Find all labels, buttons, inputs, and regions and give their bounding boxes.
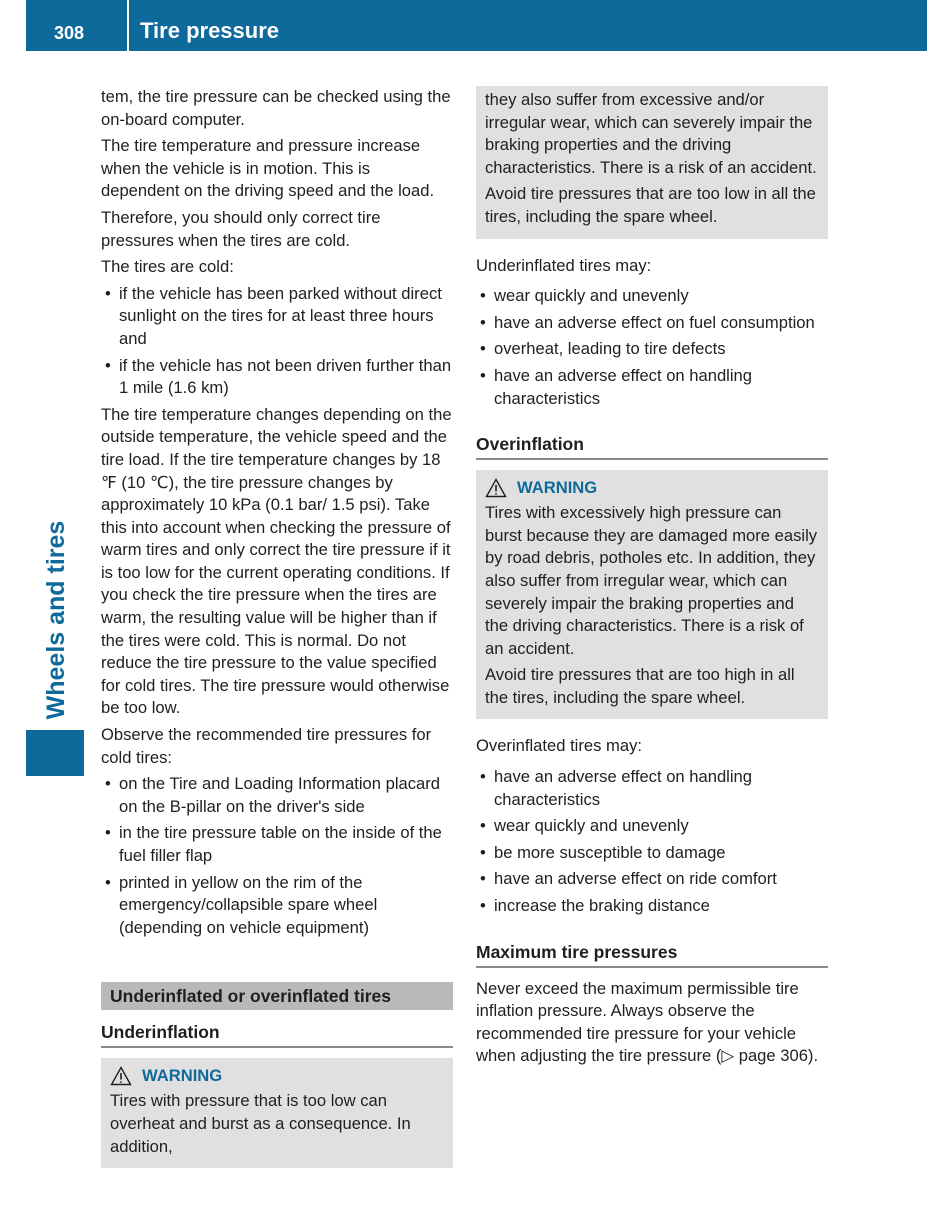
warning-box — [476, 470, 828, 719]
list-item: • overheat, leading to tire defects — [480, 339, 726, 359]
paragraph: Observe the recommended tire pressures for cold tires: — [101, 725, 432, 767]
list-item: • if the vehicle has been parked without direct sunlight on the tires for at least three hours and — [105, 283, 442, 348]
warning-triangle-icon — [110, 1066, 132, 1086]
paragraph: The tires are cold: — [101, 257, 234, 277]
warning-title: WARNING — [485, 476, 819, 500]
overinflation-heading: Overinflation — [476, 432, 828, 460]
paragraph: tem, the tire pressure can be checked using the on-board computer. — [101, 87, 451, 129]
cold-tires-list — [101, 283, 453, 400]
list-item: • be more susceptible to damage — [480, 842, 726, 862]
paragraph: Overinflated tires may: — [476, 736, 642, 756]
left-column — [101, 86, 453, 1184]
warning-text: Avoid tire pressures that are too high in all the tires, including the spare wheel. — [485, 665, 795, 707]
list-item: • printed in yellow on the rim of the emergency/collapsible spare wheel (depending on vehicle equipment) — [105, 872, 378, 937]
warning-text: they also suffer from excessive and/or irregular wear, which can severely impair the braking properties and the driving characteristics. There is a risk of an accident. — [485, 90, 817, 177]
warning-box — [101, 1058, 453, 1168]
warning-box-continued — [476, 86, 828, 239]
paragraph: The tire temperature and pressure increase when the vehicle is in motion. This is dependent on the driving speed and the load. — [101, 136, 435, 201]
warning-title: WARNING — [110, 1064, 444, 1088]
paragraph: Underinflated tires may: — [476, 255, 652, 275]
list-item: • have an adverse effect on handling characteristics — [480, 365, 753, 408]
right-column — [476, 86, 828, 1072]
list-item: • wear quickly and unevenly — [480, 816, 689, 836]
paragraph: The tire temperature changes depending on the outside temperature, the vehicle speed and the tire load. If the tire temperature changes by 18 ℉ (10 ℃), the tire pressure changes by approximately 10 kPa (0.1 bar/ 1.5 psi). Take this into account when checking the pressure of warm tires and only correct the tire pressure if it is too low for the current operating conditions. If you check the tire pressure when the tires are warm, the resulting value will be higher than if the tires were cold. This is normal. Do not reduce the tire pressure to the value specified for cold tires. The tire pressure would otherwise be too low. — [101, 404, 452, 718]
list-item: • increase the braking distance — [480, 896, 710, 916]
header-divider — [127, 0, 129, 51]
underinflation-heading: Underinflation — [101, 1020, 453, 1048]
pressure-locations-list — [101, 773, 453, 939]
section-heading: Underinflated or overinflated tires — [101, 982, 453, 1010]
list-item: • have an adverse effect on fuel consumption — [480, 312, 815, 332]
maximum-pressures-heading: Maximum tire pressures — [476, 940, 828, 968]
list-item: • wear quickly and unevenly — [480, 286, 689, 306]
page-title: Tire pressure — [140, 18, 280, 43]
warning-text: Tires with excessively high pressure can burst because they are damaged more easily by road debris, potholes etc. In addition, they also suffer from irregular wear, which can severely impair the braking properties and the driving characteristics. There is a risk of an accident. — [485, 503, 818, 658]
list-item: • in the tire pressure table on the inside of the fuel filler flap — [105, 823, 442, 865]
side-tab-label: Wheels and tires — [42, 520, 70, 720]
paragraph: Never exceed the maximum permissible tire inflation pressure. Always observe the recommended tire pressure for your vehicle when adjusting the tire pressure (▷ page 306). — [476, 978, 819, 1066]
page-number: 308 — [54, 23, 85, 43]
overinflation-effects-list — [476, 766, 828, 918]
warning-text: Tires with pressure that is too low can overheat and burst as a consequence. In addition, — [110, 1091, 411, 1156]
side-tab-marker — [26, 730, 84, 776]
underinflation-effects-list — [476, 285, 828, 410]
list-item: • on the Tire and Loading Information placard on the B-pillar on the driver's side — [105, 774, 441, 816]
page-header — [26, 0, 927, 51]
paragraph: Therefore, you should only correct tire pressures when the tires are cold. — [101, 207, 381, 250]
list-item: • have an adverse effect on handling characteristics — [480, 767, 753, 809]
list-item: • if the vehicle has not been driven further than 1 mile (1.6 km) — [105, 355, 452, 398]
warning-triangle-icon — [485, 478, 507, 498]
warning-text: Avoid tire pressures that are too low in all the tires, including the spare wheel. — [485, 184, 816, 226]
list-item: • have an adverse effect on ride comfort — [480, 869, 777, 889]
